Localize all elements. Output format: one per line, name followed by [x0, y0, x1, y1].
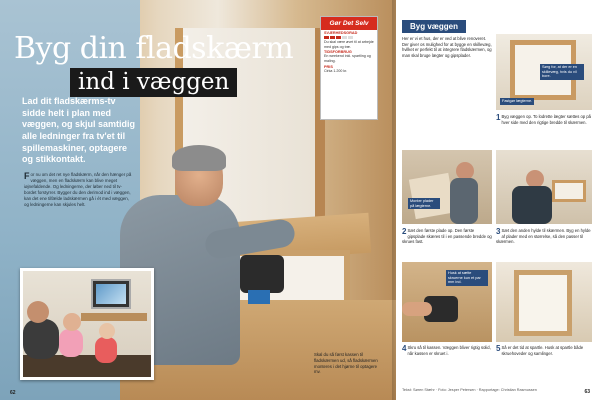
person-child2-head — [99, 323, 115, 339]
drop-cap: F — [24, 171, 30, 181]
person-adult-head — [27, 301, 49, 323]
step5-body: Så er det tid at spartle. Husk at spartle både skruehoveder og samlinger. — [501, 345, 584, 356]
step3-body: Sæt den anden hylde til skærmen. Byg en hylde af plader med en størrelse, så den passer til skærmen. — [496, 228, 591, 245]
hand — [402, 302, 432, 316]
badge-text-difficulty: Du skal være øvet til at arbejde med gips og træ. — [324, 40, 374, 49]
badge-label-price: PRIS — [324, 64, 333, 69]
step2-photo — [402, 150, 492, 224]
tip-tag-1: Sørg for, at der er en skillevæg, hvis du vil bore. — [540, 64, 584, 80]
drill-battery — [248, 290, 270, 304]
body-text: or nu om det ret nye fladskærm, når den hænger på væggen, men en fladskærm kan blive meget iøjnefaldende. Og ledningerne, der løber ned til tv-bordet forstyrrer. Bygger du den derimod ind i væggen, kan det ene tilfælde ladskærmen gå i ét med væggen, og ledningerne kan skjules helt. — [24, 172, 132, 207]
step4-number: 4 — [402, 344, 407, 353]
step1-photo — [496, 34, 592, 110]
badge-header: Gør Det Selv — [321, 17, 377, 30]
photo-credit: Tekst: Søren Stæhr · Foto: Jesper Petersen · Rapportage: Christian Rasmussen — [402, 388, 537, 392]
article-title-line1: Byg din fladskærm — [14, 31, 294, 66]
step5-text — [496, 345, 592, 356]
step1-text — [496, 114, 592, 125]
step4-text — [402, 345, 492, 356]
inset-shelf — [81, 313, 147, 321]
badge-label-time: TIDSFORBRUG — [324, 50, 352, 55]
step5-number: 5 — [496, 344, 501, 353]
right-page — [396, 0, 600, 400]
worker-body — [512, 186, 552, 224]
right-intro: Her er vi et hus, der er ved at blive renoveret. Der giver os mulighed for at bygge en skillevæg, hvilket er perfekt til at integrere fladskærmen, og man skal bruge lægter og gipsplader. — [402, 36, 492, 59]
step5-photo — [496, 262, 592, 342]
step2-number: 2 — [402, 227, 407, 236]
step1-number: 1 — [496, 113, 501, 122]
drill-icon — [240, 255, 284, 293]
step4-photo — [402, 262, 492, 342]
man-hair — [172, 145, 226, 171]
step3-photo — [496, 150, 592, 224]
page-number-left: 62 — [10, 390, 16, 396]
person-child1-body — [59, 329, 83, 357]
step2-text — [402, 228, 492, 245]
step3-number: 3 — [496, 227, 501, 236]
gypsum-board — [409, 173, 455, 219]
person-child2-body — [95, 337, 117, 363]
article-title-line2: ind i væggen — [70, 68, 237, 97]
tv-icon — [91, 279, 131, 309]
worker-body — [450, 178, 478, 224]
shelf-box — [552, 180, 586, 202]
article-body — [24, 172, 134, 208]
section-title: Byg væggen — [402, 20, 466, 33]
diy-info-badge — [320, 16, 378, 120]
tip-tag-4: Husk at sætte skruerne kun et par mm ind. — [446, 270, 488, 286]
step3-text — [496, 228, 592, 245]
tip-tag-2: Fastgør lægterne. — [502, 99, 533, 103]
finished-niche — [514, 270, 572, 336]
person-adult-body — [23, 319, 59, 359]
tip-tag-3: Monter plader på lægterne. — [408, 198, 440, 209]
person-child1-head — [63, 313, 81, 331]
article-intro: Lad dit fladskærms-tv sidde helt i plan med væggen, og skjul samtidig alle ledninger fra tv'et til spillemaskiner, optagere og stikkontakt. — [22, 96, 136, 165]
photo-caption: Skal du så først kassen til fladskærmen ud, så fladskærmen monteres i det hjørne til optagere mv. — [314, 352, 378, 375]
step4-body: Skru så til kassen. Væggen bliver rigtig solid, når kassen er skruet i. — [407, 345, 491, 356]
step1-body: Byg væggen op. To lodrette lægter sættes op på hver side med den rigtige bredde til skærmen. — [501, 114, 591, 125]
family-inset-photo — [20, 268, 154, 380]
step2-body: Sæt den første plade op. Den første gipsplade skæres til i en passende bredde og skrues fast. — [402, 228, 492, 245]
badge-text-price: Cirka 1.200 kr. — [324, 68, 348, 73]
page-number-right: 63 — [584, 389, 590, 395]
badge-label-difficulty: SVÆRHEDSGRAD — [324, 31, 358, 35]
badge-text-time: En weekend inkl. spartling og maling. — [324, 54, 371, 64]
